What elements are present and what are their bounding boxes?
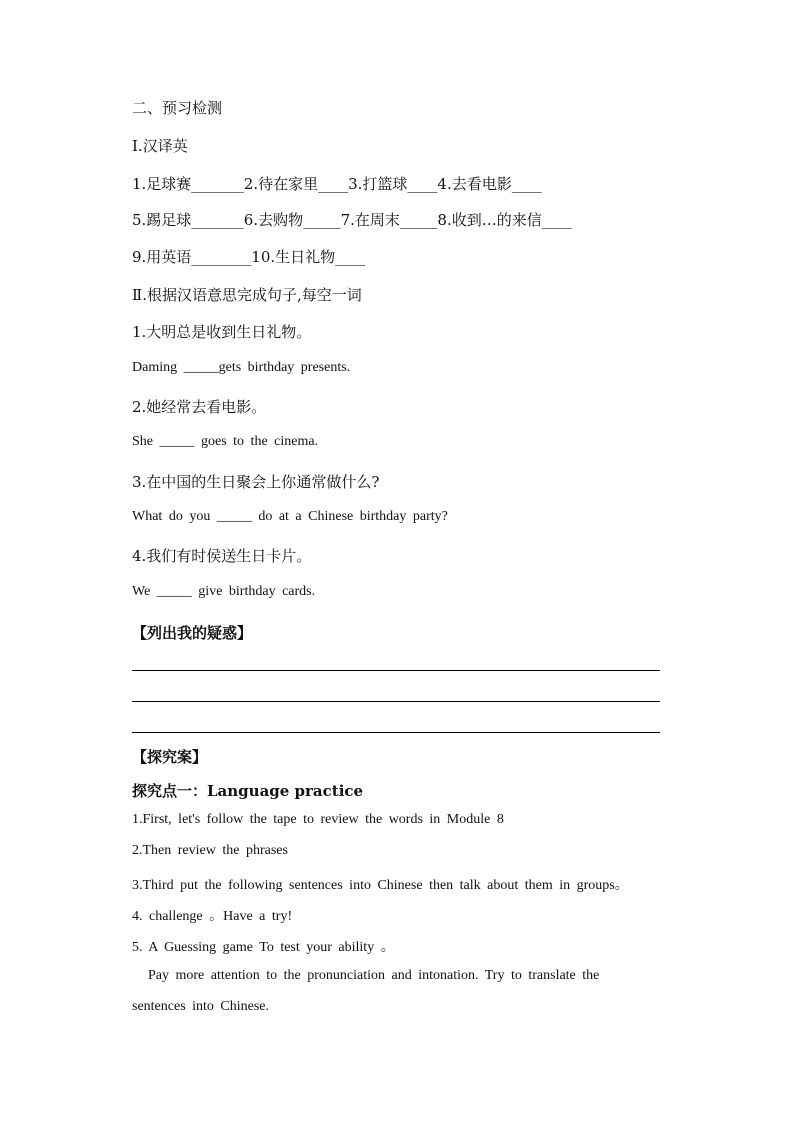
explore-step: 5. A Guessing game To test your ability 。 bbox=[132, 940, 395, 955]
explore-step: 2.Then review the phrases bbox=[132, 843, 288, 858]
answer-line bbox=[132, 701, 660, 702]
part1-title: Ⅰ.汉译英 bbox=[132, 137, 188, 155]
explore-step: 1.First, let's follow the tape to review the words in Module 8 bbox=[132, 812, 504, 827]
part1-row: 5.踢足球_______6.去购物_____7.在周末_____8.收到…的来信____ bbox=[132, 211, 572, 229]
preview-heading: 二、预习检测 bbox=[132, 99, 223, 117]
explore-note: sentences into Chinese. bbox=[132, 999, 270, 1014]
answer-line bbox=[132, 732, 660, 733]
sentence-cn: 2.她经常去看电影。 bbox=[132, 398, 267, 416]
sentence-cn: 4.我们有时侯送生日卡片。 bbox=[132, 547, 312, 565]
sentence-en: We _____ give birthday cards. bbox=[132, 584, 316, 599]
sentence-cn: 3.在中国的生日聚会上你通常做什么? bbox=[132, 473, 380, 491]
sentence-cn: 1.大明总是收到生日礼物。 bbox=[132, 323, 312, 341]
explore-step: 4. challenge 。Have a try! bbox=[132, 909, 293, 924]
explore-step: 3.Third put the following sentences into Chinese then talk about them in groups。 bbox=[132, 878, 629, 893]
sentence-en: Daming _____gets birthday presents. bbox=[132, 360, 351, 375]
sentence-en: What do you _____ do at a Chinese birthday party? bbox=[132, 509, 448, 524]
part2-title: Ⅱ.根据汉语意思完成句子,每空一词 bbox=[132, 286, 362, 304]
doubts-heading: 【列出我的疑惑】 bbox=[132, 624, 253, 642]
answer-line bbox=[132, 670, 660, 671]
part1-row: 9.用英语________10.生日礼物____ bbox=[132, 248, 366, 266]
sentence-en: She _____ goes to the cinema. bbox=[132, 434, 319, 449]
explore-note: Pay more attention to the pronunciation and intonation. Try to translate the bbox=[148, 968, 600, 983]
explore-heading: 【探究案】 bbox=[132, 748, 208, 766]
explore-point-title: 探究点一：Language practice bbox=[132, 782, 364, 800]
part1-row: 1.足球赛_______2.待在家里____3.打篮球____4.去看电影____ bbox=[132, 175, 542, 193]
